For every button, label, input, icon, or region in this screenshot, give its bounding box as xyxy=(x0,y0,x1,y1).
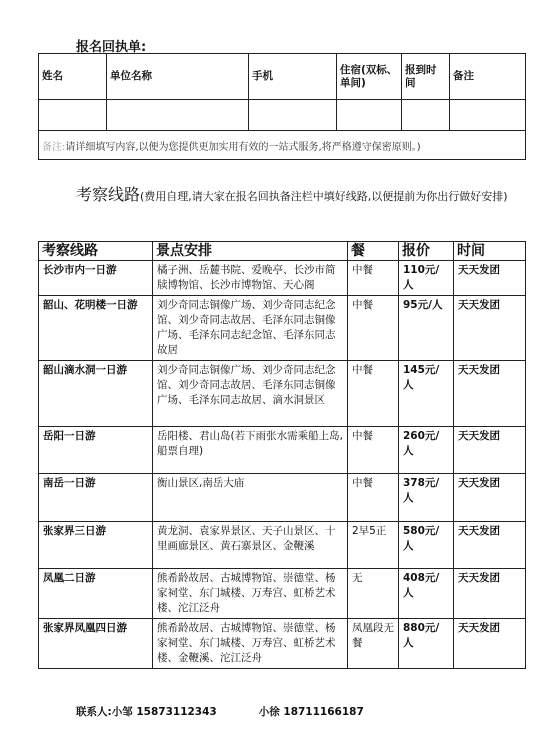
route-name: 张家界凤凰四日游 xyxy=(39,619,153,669)
route-price: 880元/人 xyxy=(399,619,454,669)
route-time: 天天发团 xyxy=(454,296,526,361)
route-time: 天天发团 xyxy=(454,569,526,619)
input-organization-cell[interactable] xyxy=(107,100,249,131)
input-phone-cell[interactable] xyxy=(249,100,337,131)
route-price: 378元/人 xyxy=(399,474,454,522)
route-time: 天天发团 xyxy=(454,427,526,474)
route-spots: 刘少奇同志铜像广场、刘少奇同志纪念馆、刘少奇同志故居、毛泽东同志铜像广场、毛泽东同志故居、滴水洞景区 xyxy=(153,361,348,427)
route-meal: 无 xyxy=(348,569,399,619)
header-name: 姓名 xyxy=(39,54,107,100)
route-spots: 衡山景区,南岳大庙 xyxy=(153,474,348,522)
route-row xyxy=(39,569,526,619)
route-spots: 橘子洲、岳麓书院、爱晚亭、长沙市简牍博物馆、长沙市博物馆、天心阁 xyxy=(153,261,348,296)
route-price: 260元/人 xyxy=(399,427,454,474)
header-remarks: 备注 xyxy=(450,54,526,100)
route-row xyxy=(39,361,526,427)
route-spots: 黄龙洞、袁家界景区、天子山景区、十里画廊景区、黄石寨景区、金鞭溪 xyxy=(153,522,348,569)
contact-label: 联系人: xyxy=(76,706,112,718)
header-meal: 餐 xyxy=(348,242,399,261)
input-remarks-cell[interactable] xyxy=(450,100,526,131)
receipt-title: 报名回执单: xyxy=(76,40,147,55)
route-meal: 凤凰段无餐 xyxy=(348,619,399,669)
route-row xyxy=(39,522,526,569)
route-spots: 岳阳楼、君山岛(若下雨张水需乘船上岛,船票自理) xyxy=(153,427,348,474)
contact-person-1: 小邹 15873112343 xyxy=(111,706,217,718)
route-price: 408元/人 xyxy=(399,569,454,619)
header-checkin-time: 报到时间 xyxy=(402,54,450,100)
route-heading xyxy=(76,181,516,211)
route-price: 110元/人 xyxy=(399,261,454,296)
route-time: 天天发团 xyxy=(454,619,526,669)
receipt-note xyxy=(39,131,526,160)
route-meal: 中餐 xyxy=(348,296,399,361)
contact-person-2: 小徐 18711166187 xyxy=(258,706,364,718)
header-route: 考察线路 xyxy=(39,242,153,261)
route-table xyxy=(38,241,526,669)
route-row xyxy=(39,261,526,296)
route-name: 凤凰二日游 xyxy=(39,569,153,619)
receipt-header-row xyxy=(39,54,526,100)
header-accommodation: 住宿(双标、单间) xyxy=(337,54,402,100)
route-time: 天天发团 xyxy=(454,474,526,522)
route-time: 天天发团 xyxy=(454,522,526,569)
header-spots: 景点安排 xyxy=(153,242,348,261)
route-header-row xyxy=(39,242,526,261)
route-time: 天天发团 xyxy=(454,261,526,296)
route-meal: 中餐 xyxy=(348,427,399,474)
route-heading-title: 考察线路 xyxy=(76,185,141,204)
contact-line xyxy=(76,704,364,719)
receipt-input-row xyxy=(39,100,526,131)
header-time: 时间 xyxy=(454,242,526,261)
note-label: 备注: xyxy=(42,141,66,153)
route-heading-note: (费用自理,请大家在报名回执备注栏中填好线路,以便提前为你出行做好安排) xyxy=(140,190,508,203)
route-meal: 中餐 xyxy=(348,474,399,522)
note-text: 请详细填写内容,以便为您提供更加实用有效的一站式服务,将严格遵守保密原则。) xyxy=(65,141,421,153)
route-meal: 中餐 xyxy=(348,361,399,427)
input-accommodation-cell[interactable] xyxy=(337,100,402,131)
route-row xyxy=(39,474,526,522)
route-name: 韶山、花明楼一日游 xyxy=(39,296,153,361)
route-row xyxy=(39,296,526,361)
route-row xyxy=(39,619,526,669)
route-price: 580元/人 xyxy=(399,522,454,569)
route-spots: 熊希龄故居、古城博物馆、崇德堂、杨家祠堂、东门城楼、万寿宫、虹桥艺术楼、沱江泛舟 xyxy=(153,569,348,619)
route-name: 韶山滴水洞一日游 xyxy=(39,361,153,427)
header-phone: 手机 xyxy=(249,54,337,100)
receipt-form-table xyxy=(38,53,526,160)
route-price: 145元/人 xyxy=(399,361,454,427)
route-spots: 刘少奇同志铜像广场、刘少奇同志纪念馆、刘少奇同志故居、毛泽东同志铜像广场、毛泽东同志纪念馆、毛泽东同志故居 xyxy=(153,296,348,361)
route-name: 岳阳一日游 xyxy=(39,427,153,474)
route-meal: 2早5正 xyxy=(348,522,399,569)
route-price: 95元/人 xyxy=(399,296,454,361)
receipt-note-row xyxy=(39,131,526,160)
route-name: 张家界三日游 xyxy=(39,522,153,569)
route-name: 长沙市内一日游 xyxy=(39,261,153,296)
header-price: 报价 xyxy=(399,242,454,261)
input-name-cell[interactable] xyxy=(39,100,107,131)
route-time: 天天发团 xyxy=(454,361,526,427)
route-spots: 熊希龄故居、古城博物馆、崇德堂、杨家祠堂、东门城楼、万寿宫、虹桥艺术楼、金鞭溪、沱江泛舟 xyxy=(153,619,348,669)
route-meal: 中餐 xyxy=(348,261,399,296)
input-checkin-cell[interactable] xyxy=(402,100,450,131)
route-name: 南岳一日游 xyxy=(39,474,153,522)
header-organization: 单位名称 xyxy=(107,54,249,100)
route-row xyxy=(39,427,526,474)
